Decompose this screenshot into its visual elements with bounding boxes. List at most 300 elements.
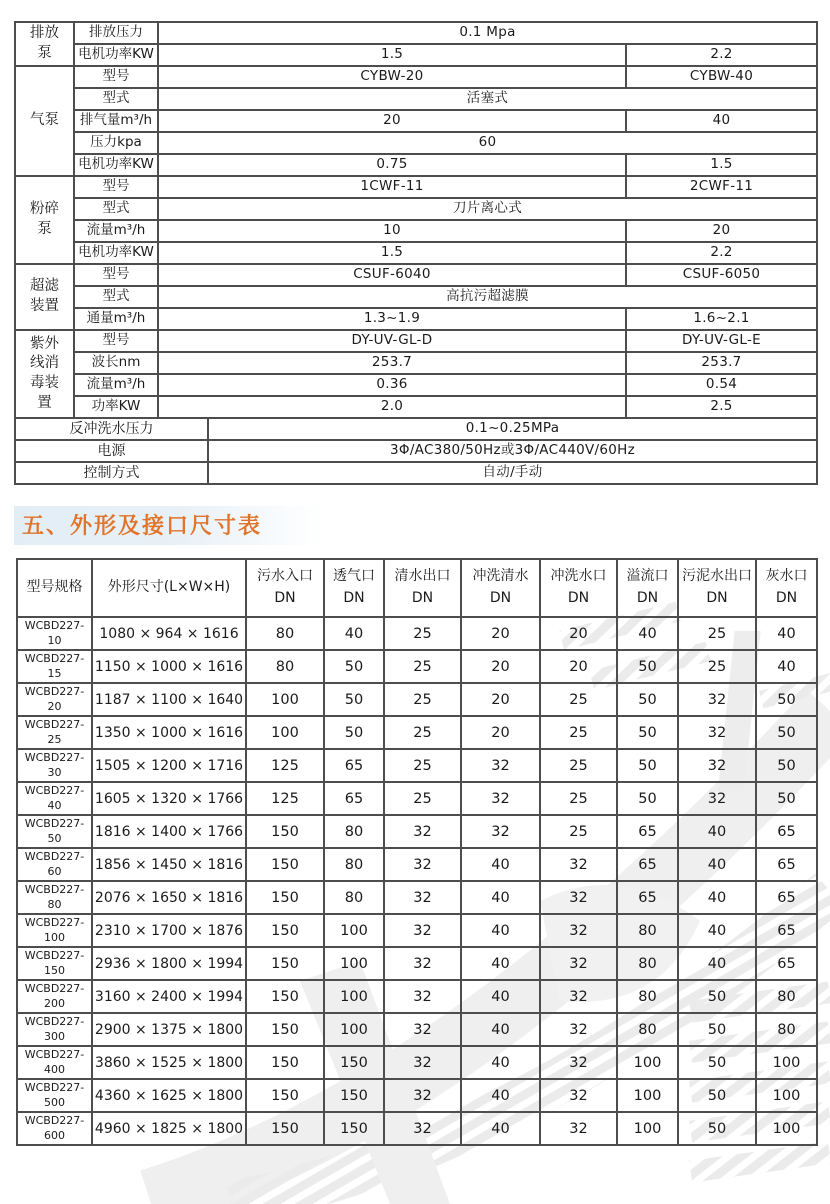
dim-value-cell: 50	[617, 782, 678, 815]
dim-value-cell: 100	[617, 1046, 678, 1079]
dim-value-cell: 40	[756, 650, 817, 683]
dim-data-row	[17, 881, 817, 914]
dim-value-cell: 20	[461, 683, 540, 716]
dim-value-cell: 20	[540, 617, 617, 650]
dim-value-cell: 80	[617, 980, 678, 1013]
spec-value-model-a: 20	[158, 110, 626, 132]
dim-value-cell: 50	[617, 716, 678, 749]
dim-value-cell: 150	[246, 947, 324, 980]
dim-column-header	[617, 559, 678, 617]
dim-model-prefix: WCBD227-	[24, 883, 85, 897]
dim-size-cell: 4360 × 1625 × 1800	[92, 1079, 246, 1112]
dim-column-header	[756, 559, 817, 617]
spec-group-label: 超滤装置	[15, 264, 74, 330]
dim-value-cell: 32	[384, 1079, 461, 1112]
dim-model-cell	[17, 1112, 92, 1145]
spec-attribute-label: 排放压力	[74, 22, 158, 44]
dim-value-cell: 25	[540, 782, 617, 815]
spec-attribute-label: 型号	[74, 264, 158, 286]
spec-attribute-label: 电机功率KW	[74, 44, 158, 66]
spec-row	[15, 308, 817, 330]
spec-footer-label: 控制方式	[15, 462, 208, 484]
dim-value-cell: 65	[756, 947, 817, 980]
dim-value-cell: 25	[678, 650, 756, 683]
dim-value-cell: 32	[540, 1112, 617, 1145]
spec-group-label: 排放泵	[15, 22, 74, 66]
dim-header-unit: DN	[343, 590, 365, 606]
spec-value-model-a: 253.7	[158, 352, 626, 374]
dim-value-cell: 65	[617, 815, 678, 848]
dim-value-cell: 32	[384, 848, 461, 881]
dim-model-cell	[17, 683, 92, 716]
dim-value-cell: 65	[324, 749, 384, 782]
dim-size-cell: 1505 × 1200 × 1716	[92, 749, 246, 782]
dim-value-cell: 80	[617, 1013, 678, 1046]
spec-value-model-b: 40	[626, 110, 817, 132]
dim-size-cell: 4960 × 1825 × 1800	[92, 1112, 246, 1145]
dim-value-cell: 65	[617, 848, 678, 881]
dim-data-row	[17, 650, 817, 683]
dim-value-cell: 40	[461, 1079, 540, 1112]
dim-size-cell: 1856 × 1450 × 1816	[92, 848, 246, 881]
spec-row	[15, 396, 817, 418]
dim-value-cell: 150	[246, 1079, 324, 1112]
dim-value-cell: 100	[246, 716, 324, 749]
dim-column-header	[324, 559, 384, 617]
dim-column-header	[540, 559, 617, 617]
dim-value-cell: 100	[324, 947, 384, 980]
dim-model-suffix: 300	[44, 1029, 65, 1043]
dim-value-cell: 25	[540, 749, 617, 782]
dim-data-row	[17, 947, 817, 980]
spec-row	[15, 220, 817, 242]
dim-data-row	[17, 914, 817, 947]
dim-data-row	[17, 782, 817, 815]
dim-column-header	[246, 559, 324, 617]
spec-value-model-a: 0.36	[158, 374, 626, 396]
dim-data-row	[17, 815, 817, 848]
spec-footer-row	[15, 440, 817, 462]
dim-value-cell: 80	[324, 848, 384, 881]
dim-value-cell: 40	[461, 914, 540, 947]
spec-group-label: 粉碎泵	[15, 176, 74, 264]
dim-header-title: 型号规格	[26, 579, 83, 596]
dim-value-cell: 50	[756, 782, 817, 815]
dim-model-cell	[17, 650, 92, 683]
dim-value-cell: 50	[678, 1046, 756, 1079]
spec-attribute-label: 型号	[74, 176, 158, 198]
spec-footer-row	[15, 462, 817, 484]
spec-footer-row	[15, 418, 817, 440]
dim-value-cell: 32	[384, 947, 461, 980]
dim-header-unit: DN	[489, 590, 512, 606]
equipment-spec-table	[14, 21, 818, 485]
spec-row	[15, 330, 817, 352]
dim-model-prefix: WCBD227-	[24, 949, 85, 963]
spec-footer-value: 自动/手动	[208, 462, 817, 484]
dim-column-header	[17, 559, 92, 617]
dim-model-suffix: 150	[44, 963, 65, 977]
dim-model-prefix: WCBD227-	[24, 751, 85, 765]
dim-value-cell: 100	[324, 1013, 384, 1046]
spec-row	[15, 154, 817, 176]
dim-value-cell: 50	[617, 683, 678, 716]
section-heading: 五、外形及接口尺寸表	[14, 506, 322, 545]
dim-model-cell	[17, 815, 92, 848]
spec-value-model-a: 1CWF-11	[158, 176, 626, 198]
dim-value-cell: 65	[756, 914, 817, 947]
dim-value-cell: 40	[461, 947, 540, 980]
dim-value-cell: 65	[756, 881, 817, 914]
dim-size-cell: 2900 × 1375 × 1800	[92, 1013, 246, 1046]
dim-model-cell	[17, 749, 92, 782]
spec-row	[15, 132, 817, 154]
dim-model-prefix: WCBD227-	[24, 1015, 85, 1029]
spec-value-model-a: CYBW-20	[158, 66, 626, 88]
dim-value-cell: 80	[324, 815, 384, 848]
spec-footer-label: 电源	[15, 440, 208, 462]
dim-value-cell: 50	[324, 650, 384, 683]
dim-value-cell: 150	[324, 1046, 384, 1079]
dim-value-cell: 50	[678, 1079, 756, 1112]
spec-value-model-b: 20	[626, 220, 817, 242]
dim-value-cell: 150	[246, 914, 324, 947]
dim-value-cell: 20	[540, 650, 617, 683]
spec-row	[15, 352, 817, 374]
spec-row	[15, 198, 817, 220]
dim-model-prefix: WCBD227-	[24, 1114, 85, 1128]
dim-model-suffix: 15	[47, 666, 62, 680]
dim-header-title: 外形尺寸(L×W×H)	[107, 579, 231, 596]
spec-attribute-label: 型号	[74, 330, 158, 352]
dim-model-suffix: 80	[47, 897, 62, 911]
dim-model-cell	[17, 980, 92, 1013]
spec-value-model-a: 1.5	[158, 44, 626, 66]
dim-model-cell	[17, 716, 92, 749]
dim-value-cell: 20	[461, 650, 540, 683]
dim-value-cell: 50	[678, 1112, 756, 1145]
dim-value-cell: 32	[384, 815, 461, 848]
dim-size-cell: 2310 × 1700 × 1876	[92, 914, 246, 947]
dim-model-prefix: WCBD227-	[24, 685, 85, 699]
spec-row	[15, 88, 817, 110]
dim-model-suffix: 200	[44, 996, 65, 1010]
dim-value-cell: 32	[540, 1079, 617, 1112]
spec-attribute-label: 电机功率KW	[74, 242, 158, 264]
dim-header-title: 污泥水出口	[682, 568, 752, 585]
dim-model-prefix: WCBD227-	[24, 718, 85, 732]
dim-header-title: 污水入口	[257, 568, 313, 585]
dim-value-cell: 80	[756, 980, 817, 1013]
dim-value-cell: 65	[324, 782, 384, 815]
dim-data-row	[17, 683, 817, 716]
dim-value-cell: 40	[461, 980, 540, 1013]
dim-model-prefix: WCBD227-	[24, 652, 85, 666]
dim-value-cell: 32	[540, 1013, 617, 1046]
dim-value-cell: 100	[617, 1079, 678, 1112]
dim-value-cell: 40	[678, 848, 756, 881]
spec-value-model-b: CYBW-40	[626, 66, 817, 88]
dim-data-row	[17, 749, 817, 782]
dim-value-cell: 40	[678, 881, 756, 914]
dim-model-cell	[17, 617, 92, 650]
spec-footer-value: 3Φ/AC380/50Hz或3Φ/AC440V/60Hz	[208, 440, 817, 462]
dim-value-cell: 25	[540, 815, 617, 848]
dim-value-cell: 50	[756, 683, 817, 716]
dim-value-cell: 100	[324, 914, 384, 947]
dim-value-cell: 25	[384, 782, 461, 815]
dim-data-row	[17, 1112, 817, 1145]
dim-value-cell: 100	[246, 683, 324, 716]
dim-model-prefix: WCBD227-	[24, 982, 85, 996]
dim-value-cell: 40	[678, 947, 756, 980]
spec-row	[15, 374, 817, 396]
dim-size-cell: 3860 × 1525 × 1800	[92, 1046, 246, 1079]
dim-model-cell	[17, 1046, 92, 1079]
spec-footer-label: 反冲洗水压力	[15, 418, 208, 440]
spec-attribute-label: 流量m³/h	[74, 220, 158, 242]
dim-value-cell: 40	[461, 881, 540, 914]
spec-value-model-b: CSUF-6050	[626, 264, 817, 286]
dim-header-title: 冲洗清水	[472, 568, 529, 585]
dim-column-header	[92, 559, 246, 617]
spec-value-span: 0.1 Mpa	[158, 22, 817, 44]
spec-row	[15, 242, 817, 264]
dim-header-title: 冲洗水口	[550, 568, 607, 585]
dim-header-title: 透气口	[333, 568, 375, 585]
spec-value-model-b: 1.6~2.1	[626, 308, 817, 330]
dim-value-cell: 25	[540, 683, 617, 716]
spec-group-label: 气泵	[15, 66, 74, 176]
spec-value-model-b: 1.5	[626, 154, 817, 176]
dim-data-row	[17, 1079, 817, 1112]
dim-model-prefix: WCBD227-	[24, 784, 85, 798]
dim-value-cell: 100	[756, 1112, 817, 1145]
dim-value-cell: 25	[678, 617, 756, 650]
dim-value-cell: 150	[246, 1013, 324, 1046]
spec-attribute-label: 型式	[74, 198, 158, 220]
spec-row	[15, 66, 817, 88]
dim-value-cell: 100	[324, 980, 384, 1013]
spec-value-model-a: 0.75	[158, 154, 626, 176]
dim-model-suffix: 25	[47, 732, 62, 746]
dim-value-cell: 50	[617, 749, 678, 782]
dim-value-cell: 32	[461, 782, 540, 815]
spec-row	[15, 22, 817, 44]
spec-footer-value: 0.1~0.25MPa	[208, 418, 817, 440]
dim-value-cell: 100	[756, 1079, 817, 1112]
dim-model-cell	[17, 1079, 92, 1112]
dim-value-cell: 80	[246, 650, 324, 683]
dim-value-cell: 32	[678, 683, 756, 716]
dim-data-row	[17, 848, 817, 881]
dim-value-cell: 32	[384, 980, 461, 1013]
dim-size-cell: 1605 × 1320 × 1766	[92, 782, 246, 815]
spec-attribute-label: 型式	[74, 88, 158, 110]
dim-value-cell: 100	[756, 1046, 817, 1079]
dim-data-row	[17, 980, 817, 1013]
spec-value-model-a: 2.0	[158, 396, 626, 418]
dim-value-cell: 32	[461, 815, 540, 848]
dim-model-suffix: 40	[47, 798, 62, 812]
dim-value-cell: 40	[461, 1013, 540, 1046]
dim-header-unit: DN	[567, 590, 590, 606]
dim-column-header	[678, 559, 756, 617]
dim-column-header	[461, 559, 540, 617]
dim-data-row	[17, 716, 817, 749]
spec-attribute-label: 波长nm	[74, 352, 158, 374]
dim-model-prefix: WCBD227-	[24, 916, 85, 930]
spec-attribute-label: 压力kpa	[74, 132, 158, 154]
dim-value-cell: 32	[384, 1046, 461, 1079]
dim-value-cell: 50	[678, 980, 756, 1013]
dim-value-cell: 65	[756, 815, 817, 848]
dim-value-cell: 25	[540, 716, 617, 749]
spec-value-span: 60	[158, 132, 817, 154]
dim-model-prefix: WCBD227-	[24, 1081, 85, 1095]
dim-value-cell: 32	[540, 947, 617, 980]
spec-value-model-b: 2.5	[626, 396, 817, 418]
spec-attribute-label: 电机功率KW	[74, 154, 158, 176]
dim-value-cell: 32	[384, 1112, 461, 1145]
dim-header-title: 灰水口	[765, 568, 808, 585]
dim-data-row	[17, 1046, 817, 1079]
dim-value-cell: 40	[461, 848, 540, 881]
spec-value-model-a: CSUF-6040	[158, 264, 626, 286]
dim-value-cell: 150	[246, 1046, 324, 1079]
dim-size-cell: 1187 × 1100 × 1640	[92, 683, 246, 716]
dim-value-cell: 150	[246, 848, 324, 881]
dim-size-cell: 3160 × 2400 × 1994	[92, 980, 246, 1013]
dim-model-cell	[17, 947, 92, 980]
dimensions-table	[16, 558, 818, 1146]
dim-model-suffix: 400	[44, 1062, 65, 1076]
spec-row	[15, 264, 817, 286]
dim-value-cell: 40	[461, 1112, 540, 1145]
spec-attribute-label: 型号	[74, 66, 158, 88]
spec-row	[15, 110, 817, 132]
dim-size-cell: 2076 × 1650 × 1816	[92, 881, 246, 914]
dim-value-cell: 150	[324, 1112, 384, 1145]
dim-value-cell: 150	[246, 815, 324, 848]
dim-value-cell: 65	[617, 881, 678, 914]
dim-model-suffix: 600	[44, 1128, 65, 1142]
dim-value-cell: 150	[246, 980, 324, 1013]
dim-header-row	[17, 559, 817, 617]
spec-value-span: 高抗污超滤膜	[158, 286, 817, 308]
dim-value-cell: 150	[246, 881, 324, 914]
dim-model-suffix: 20	[47, 699, 62, 713]
dim-value-cell: 80	[617, 914, 678, 947]
dim-value-cell: 125	[246, 749, 324, 782]
spec-value-model-a: 1.3~1.9	[158, 308, 626, 330]
spec-attribute-label: 功率KW	[74, 396, 158, 418]
dim-model-suffix: 60	[47, 864, 62, 878]
dim-value-cell: 20	[461, 617, 540, 650]
dim-model-suffix: 50	[47, 831, 62, 845]
dim-size-cell: 1150 × 1000 × 1616	[92, 650, 246, 683]
spec-value-model-b: 2.2	[626, 242, 817, 264]
dim-header-unit: DN	[775, 590, 798, 606]
dim-value-cell: 40	[678, 815, 756, 848]
dim-size-cell: 2936 × 1800 × 1994	[92, 947, 246, 980]
spec-value-model-a: 1.5	[158, 242, 626, 264]
dim-data-row	[17, 617, 817, 650]
dim-model-suffix: 500	[44, 1095, 65, 1109]
dim-value-cell: 80	[324, 881, 384, 914]
dim-value-cell: 50	[756, 749, 817, 782]
dim-header-unit: DN	[274, 590, 296, 606]
spec-value-span: 活塞式	[158, 88, 817, 110]
spec-value-model-b: 2CWF-11	[626, 176, 817, 198]
dim-value-cell: 32	[540, 1046, 617, 1079]
dim-value-cell: 32	[384, 1013, 461, 1046]
dim-value-cell: 32	[540, 881, 617, 914]
dim-value-cell: 25	[384, 683, 461, 716]
spec-value-model-b: DY-UV-GL-E	[626, 330, 817, 352]
spec-group-label: 紫外线消毒装置	[15, 330, 74, 418]
dim-value-cell: 40	[324, 617, 384, 650]
dim-value-cell: 32	[678, 716, 756, 749]
dim-value-cell: 40	[461, 1046, 540, 1079]
spec-row	[15, 44, 817, 66]
spec-attribute-label: 流量m³/h	[74, 374, 158, 396]
dim-value-cell: 50	[617, 650, 678, 683]
dim-value-cell: 100	[617, 1112, 678, 1145]
dim-model-cell	[17, 848, 92, 881]
spec-value-model-a: 10	[158, 220, 626, 242]
dim-model-prefix: WCBD227-	[24, 619, 85, 633]
dim-model-cell	[17, 782, 92, 815]
dim-value-cell: 40	[678, 914, 756, 947]
dim-size-cell: 1350 × 1000 × 1616	[92, 716, 246, 749]
dim-value-cell: 32	[678, 749, 756, 782]
dim-header-unit: DN	[706, 590, 728, 606]
spec-value-model-b: 2.2	[626, 44, 817, 66]
dim-data-row	[17, 1013, 817, 1046]
spec-row	[15, 286, 817, 308]
dim-value-cell: 32	[461, 749, 540, 782]
dim-value-cell: 65	[756, 848, 817, 881]
dim-model-cell	[17, 914, 92, 947]
spec-attribute-label: 排气量m³/h	[74, 110, 158, 132]
dim-size-cell: 1080 × 964 × 1616	[92, 617, 246, 650]
dim-value-cell: 32	[540, 914, 617, 947]
dim-value-cell: 125	[246, 782, 324, 815]
dim-value-cell: 80	[756, 1013, 817, 1046]
dim-value-cell: 50	[678, 1013, 756, 1046]
dim-model-cell	[17, 1013, 92, 1046]
spec-value-model-b: 0.54	[626, 374, 817, 396]
dim-value-cell: 32	[540, 980, 617, 1013]
dim-size-cell: 1816 × 1400 × 1766	[92, 815, 246, 848]
dim-model-suffix: 100	[44, 930, 65, 944]
dim-header-title: 溢流口	[626, 568, 669, 585]
spec-attribute-label: 型式	[74, 286, 158, 308]
dim-header-unit: DN	[411, 590, 434, 606]
dim-model-suffix: 10	[47, 633, 62, 647]
dim-model-cell	[17, 881, 92, 914]
dim-value-cell: 150	[324, 1079, 384, 1112]
spec-row	[15, 176, 817, 198]
spec-value-span: 刀片离心式	[158, 198, 817, 220]
dim-value-cell: 40	[756, 617, 817, 650]
dim-value-cell: 25	[384, 716, 461, 749]
dim-value-cell: 40	[617, 617, 678, 650]
dim-value-cell: 80	[617, 947, 678, 980]
dim-value-cell: 80	[246, 617, 324, 650]
dim-header-title: 清水出口	[394, 568, 451, 585]
